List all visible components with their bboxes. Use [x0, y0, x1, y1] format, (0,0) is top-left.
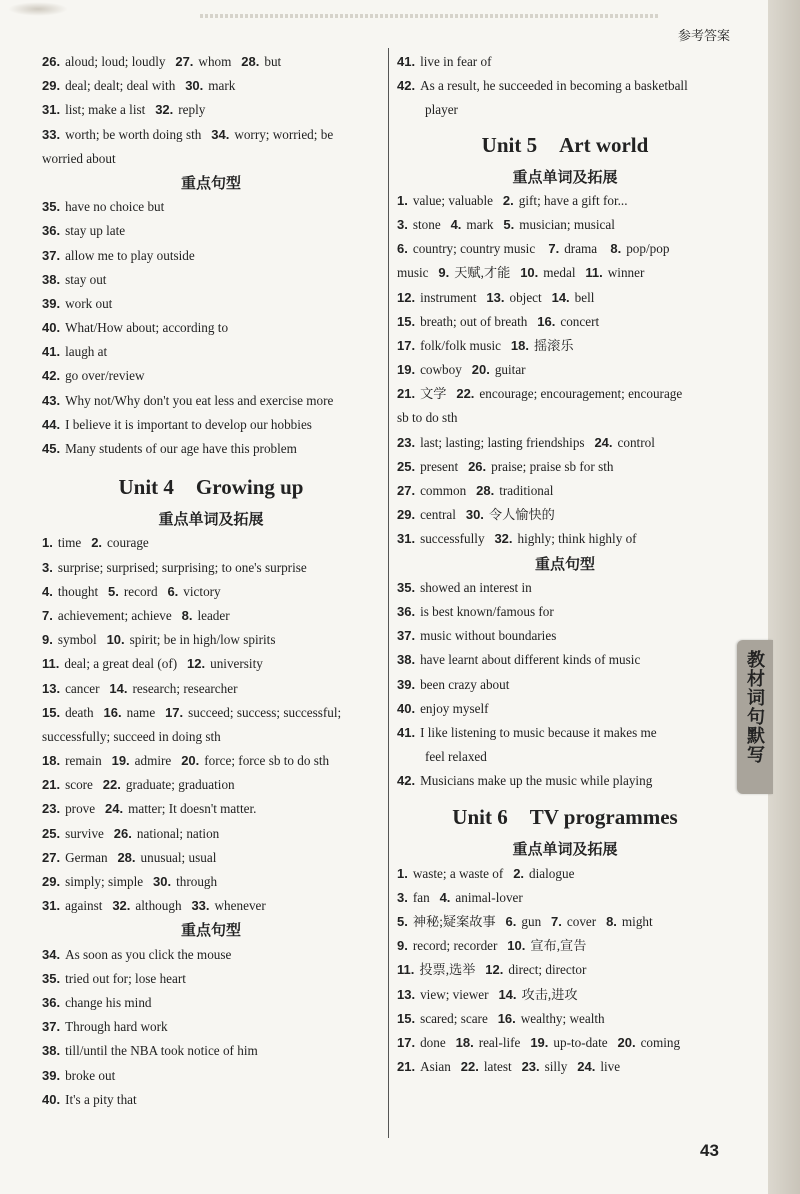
answer-line: 25. survive 26. national; nation — [42, 825, 220, 841]
answer-line: 29. simply; simple 30. through — [42, 874, 218, 889]
answer-line: 15. death 16. name 17. succeed; success; successful; — [42, 704, 342, 720]
answer-line-continuation: successfully; succeed in doing sth — [42, 728, 221, 744]
answer-line: 26. aloud; loud; loudly 27. whom 28. but — [42, 54, 282, 69]
answer-line: 19. cowboy 20. guitar — [397, 362, 526, 378]
section-heading-sentences: 重点句型 — [534, 554, 595, 573]
answer-line: 27. common 28. traditional — [397, 483, 554, 498]
section-heading-words: 重点单词及拓展 — [158, 510, 264, 529]
answer-line: 42. go over/review — [42, 368, 145, 384]
answer-line: 29. central 30. 令人愉快的 — [397, 507, 555, 523]
answer-line: 36. stay up late — [42, 223, 126, 239]
answer-line-continuation: feel relaxed — [425, 749, 487, 765]
answer-line: 7. achievement; achieve 8. leader — [42, 607, 230, 623]
answer-line: 40. It's a pity that — [42, 1091, 137, 1107]
answer-line: 37. allow me to play outside — [42, 247, 195, 263]
answer-line: 42. As a result, he succeeded in becoming a basketball — [397, 78, 688, 94]
scan-smudge — [8, 2, 68, 16]
answer-line: 40. enjoy myself — [397, 700, 489, 716]
answer-line: 17. done 18. real-life 19. up-to-date 20. coming — [397, 1034, 681, 1050]
answer-line: 45. Many students of our age have this problem — [42, 441, 297, 456]
answer-line: 3. surprise; surprised; surprising; to one's surprise — [42, 559, 307, 575]
answer-line: 1. waste; a waste of 2. dialogue — [397, 865, 575, 881]
answer-line: 39. work out — [42, 295, 113, 311]
answer-line: 35. have no choice but — [42, 199, 165, 215]
answer-line: 6. country; country music 7. drama 8. pop/pop — [397, 241, 670, 257]
answer-line: 9. symbol 10. spirit; be in high/low spirits — [42, 632, 276, 648]
answer-line: 13. cancer 14. research; researcher — [42, 680, 238, 696]
answer-line: 36. change his mind — [42, 994, 152, 1010]
answer-line: 23. prove 24. matter; It doesn't matter. — [42, 801, 257, 817]
answer-line: 29. deal; dealt; deal with 30. mark — [42, 78, 236, 94]
answer-line: 31. list; make a list 32. reply — [42, 102, 206, 118]
answer-line: 4. thought 5. record 6. victory — [42, 583, 221, 599]
page-edge — [768, 0, 800, 1194]
answer-line: 1. time 2. courage — [42, 535, 149, 551]
answer-line-continuation: player — [425, 102, 458, 118]
unit-4-title: Unit 4 Growing up — [118, 475, 304, 500]
answer-line-continuation: sb to do sth — [397, 410, 458, 426]
answer-line: 34. As soon as you click the mouse — [42, 946, 232, 962]
answer-line: 1. value; valuable 2. gift; have a gift for... — [397, 192, 628, 208]
answer-line: 37. music without boundaries — [397, 628, 557, 644]
section-heading-sentences: 重点句型 — [180, 173, 241, 192]
answer-line: 38. till/until the NBA took notice of him — [42, 1043, 258, 1059]
page-number: 43 — [700, 1141, 719, 1160]
unit-6-title: Unit 6 TV programmes — [452, 805, 678, 830]
answer-line: 37. Through hard work — [42, 1019, 168, 1035]
answer-line: 11. 投票,选举 12. direct; director — [397, 962, 587, 978]
section-heading-sentences: 重点句型 — [180, 921, 241, 940]
answer-line: 3. fan 4. animal-lover — [397, 889, 523, 905]
answer-line: 33. worth; be worth doing sth 34. worry; worried; be — [42, 126, 334, 142]
answer-line: 15. breath; out of breath 16. concert — [397, 313, 600, 329]
answer-line: 38. stay out — [42, 271, 107, 287]
unit-5-title: Unit 5 Art world — [481, 132, 649, 157]
answer-line: 44. I believe it is important to develop our hobbies — [42, 416, 312, 432]
answer-line: 39. broke out — [42, 1067, 116, 1083]
answer-line: 36. is best known/famous for — [397, 603, 554, 619]
answer-line: 39. been crazy about — [397, 676, 510, 692]
answer-line: 42. Musicians make up the music while playing — [397, 773, 653, 789]
answer-line: 35. showed an interest in — [397, 579, 532, 595]
answer-line: 41. live in fear of — [397, 54, 492, 69]
section-heading-words: 重点单词及拓展 — [512, 840, 618, 859]
answer-line: 11. deal; a great deal (of) 12. university — [42, 656, 263, 672]
header-rule — [200, 14, 660, 18]
answer-line: 17. folk/folk music 18. 摇滚乐 — [397, 337, 574, 353]
answer-line: 38. have learnt about different kinds of music — [397, 652, 641, 668]
answer-line: 27. German 28. unusual; usual — [42, 849, 217, 865]
header-title: 参考答案 — [678, 29, 731, 44]
answer-line: 31. successfully 32. highly; think highly of — [397, 531, 637, 547]
answer-line: 13. view; viewer 14. 攻击,进攻 — [397, 986, 578, 1002]
answer-line: 21. Asian 22. latest 23. silly 24. live — [397, 1059, 621, 1075]
answer-line: music 9. 天赋,才能 10. medal 11. winner — [397, 265, 645, 281]
left-column — [42, 50, 380, 1112]
answer-line-continuation: worried about — [42, 150, 116, 166]
answer-line: 5. 神秘;疑案故事 6. gun 7. cover 8. might — [397, 914, 653, 929]
answer-line: 25. present 26. praise; praise sb for sth — [397, 458, 614, 474]
answer-line: 41. laugh at — [42, 344, 108, 360]
right-column — [397, 50, 733, 1079]
answer-line: 12. instrument 13. object 14. bell — [397, 289, 595, 305]
section-heading-words: 重点单词及拓展 — [512, 167, 618, 186]
side-tab-label: 教材词句默写 — [744, 650, 765, 764]
answer-line: 43. Why not/Why don't you eat less and exercise more — [42, 392, 334, 408]
answer-line: 41. I like listening to music because it makes me — [397, 724, 657, 740]
answer-line: 21. score 22. graduate; graduation — [42, 777, 235, 793]
answer-line: 18. remain 19. admire 20. force; force sb to do sth — [42, 753, 330, 769]
answer-line: 23. last; lasting; lasting friendships 24. control — [397, 434, 655, 450]
answer-line: 31. against 32. although 33. whenever — [42, 898, 266, 914]
answer-line: 21. 文学 22. encourage; encouragement; encourage — [397, 386, 683, 402]
column-divider — [388, 48, 389, 1138]
answer-line: 40. What/How about; according to — [42, 320, 229, 336]
answer-line: 35. tried out for; lose heart — [42, 970, 186, 986]
answer-line: 15. scared; scare 16. wealthy; wealth — [397, 1010, 605, 1026]
answer-line: 9. record; recorder 10. 宣布,宣告 — [397, 938, 587, 954]
answer-line: 3. stone 4. mark 5. musician; musical — [397, 216, 615, 232]
